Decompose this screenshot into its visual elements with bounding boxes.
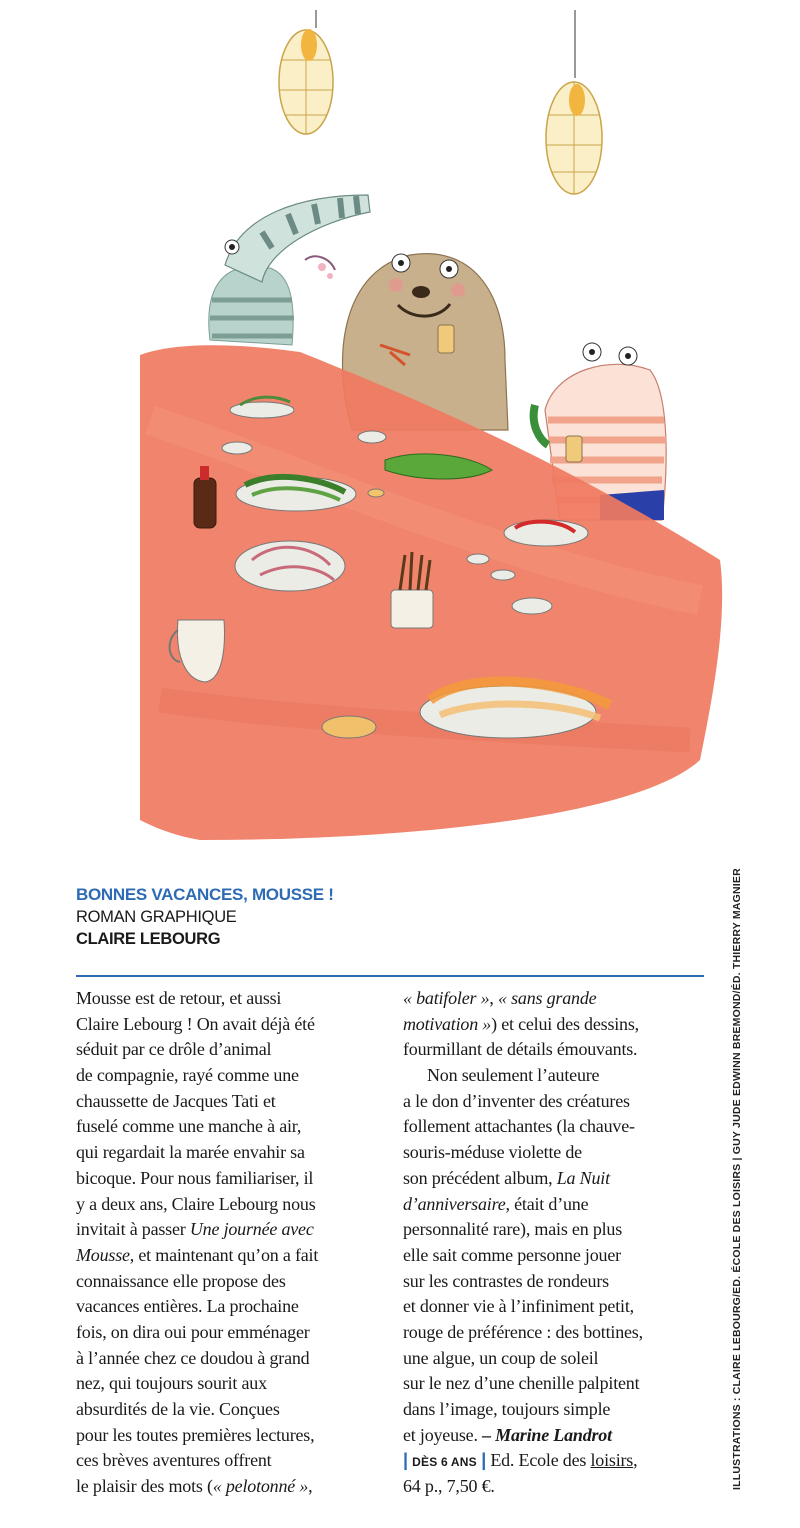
text-line [403, 1423, 703, 1449]
text-line: chaussette de Jacques Tati et [76, 1090, 276, 1111]
text-line: de compagnie, rayé comme une [76, 1065, 299, 1086]
text-line: Non seulement l’auteure [427, 1065, 600, 1086]
book-title: La Nuit [556, 1167, 610, 1188]
text-line: pour les toutes premières lectures, [76, 1424, 315, 1445]
text-segment: , était d’une [505, 1193, 589, 1214]
text-segment: le plaisir des mots ( [76, 1476, 213, 1497]
text-line: fuselé comme une manche à air, [76, 1116, 302, 1137]
illustration-credit: ILLUSTRATIONS : CLAIRE LEBOURG/ED. ÉCOLE DES LOISIRS | GUY JUDE EDWINN BREMOND/ÉD. THIERRY MAGNIER [731, 868, 743, 1490]
text-line: et donner vie à l’infiniment petit, [403, 1296, 634, 1317]
article-title: BONNES VACANCES, MOUSSE ! [76, 885, 334, 904]
lantern-left [279, 10, 333, 134]
quoted-word: « pelotonné » [212, 1476, 309, 1497]
divider [76, 975, 704, 977]
book-title: d’anniversaire [403, 1193, 506, 1214]
lantern-right [546, 10, 602, 194]
article-header [76, 884, 334, 950]
text-column-right [403, 986, 703, 1500]
text-segment: , [308, 1476, 313, 1497]
reviewer-signature: – Marine Landrot [482, 1424, 612, 1445]
text-segment: ) et celui des dessins, [491, 1013, 639, 1034]
text-segment: et joyeuse. [403, 1424, 483, 1445]
text-line: Mousse est de retour, et aussi [76, 988, 282, 1008]
publisher-link[interactable]: loisirs [590, 1450, 634, 1471]
text-line: fois, on dira oui pour emménager [76, 1321, 310, 1342]
striped-creature [209, 195, 370, 345]
text-segment: , [633, 1450, 638, 1471]
text-line: bicoque. Pour nous familiariser, il [76, 1167, 314, 1188]
age-tag: DÈS 6 ANS [412, 1455, 477, 1470]
text-line [403, 986, 703, 1012]
book-title: Mousse [76, 1244, 130, 1265]
book-info [403, 1448, 703, 1474]
text-line: nez, qui toujours sourit aux [76, 1373, 267, 1394]
article-genre: ROMAN GRAPHIQUE [76, 908, 237, 926]
publisher: Ed. Ecole des [486, 1450, 591, 1471]
text-segment: invitait à passer [76, 1219, 190, 1240]
text-line: qui regardait la marée envahir sa [76, 1142, 305, 1163]
text-line: a le don d’inventer des créatures [403, 1090, 630, 1111]
text-line: elle sait comme personne jouer [403, 1244, 621, 1265]
separator: | [403, 1450, 408, 1471]
text-line: souris-méduse violette de [403, 1142, 582, 1163]
text-segment: , et maintenant qu’on a fait [129, 1244, 319, 1265]
text-line [403, 1192, 703, 1218]
text-line: personnalité rare), mais en plus [403, 1219, 623, 1240]
quoted-word: « batifoler » [403, 988, 490, 1008]
text-line: follement attachantes (la chauve- [403, 1116, 635, 1137]
text-line: Claire Lebourg ! On avait déjà été [76, 1013, 315, 1034]
text-line: connaissance elle propose des [76, 1270, 286, 1291]
text-column-left [76, 986, 376, 1500]
text-line: vacances entières. La prochaine [76, 1296, 299, 1317]
text-line: sur le nez d’une chenille palpitent [403, 1373, 640, 1394]
text-line: y a deux ans, Claire Lebourg nous [76, 1193, 316, 1214]
text-line: absurdités de la vie. Conçues [76, 1399, 280, 1419]
text-line [76, 1243, 376, 1269]
text-line: ces brèves aventures offrent [76, 1450, 272, 1471]
book-title: Une journée avec [189, 1219, 314, 1240]
text-line: séduit par ce drôle d’animal [76, 1039, 272, 1060]
text-line [403, 1166, 703, 1192]
text-segment: , [489, 988, 499, 1008]
text-line: à l’année chez ce doudou à grand [76, 1347, 310, 1368]
quoted-word: motivation » [403, 1013, 492, 1034]
text-line: fourmillant de détails émouvants. [403, 1039, 638, 1060]
text-line [76, 1217, 376, 1243]
article-author: CLAIRE LEBOURG [76, 930, 221, 948]
text-line [403, 1012, 703, 1038]
text-segment: son précédent album, [403, 1167, 557, 1188]
separator: | [481, 1450, 487, 1471]
price-line: 64 p., 7,50 €. [403, 1476, 495, 1497]
text-line: dans l’image, toujours simple [403, 1399, 611, 1419]
text-line: sur les contrastes de rondeurs [403, 1270, 609, 1291]
quoted-word: « sans grande [498, 988, 597, 1008]
text-line [76, 1474, 376, 1500]
text-line: rouge de préférence : des bottines, [403, 1321, 643, 1342]
text-line: une algue, un coup de soleil [403, 1347, 599, 1368]
